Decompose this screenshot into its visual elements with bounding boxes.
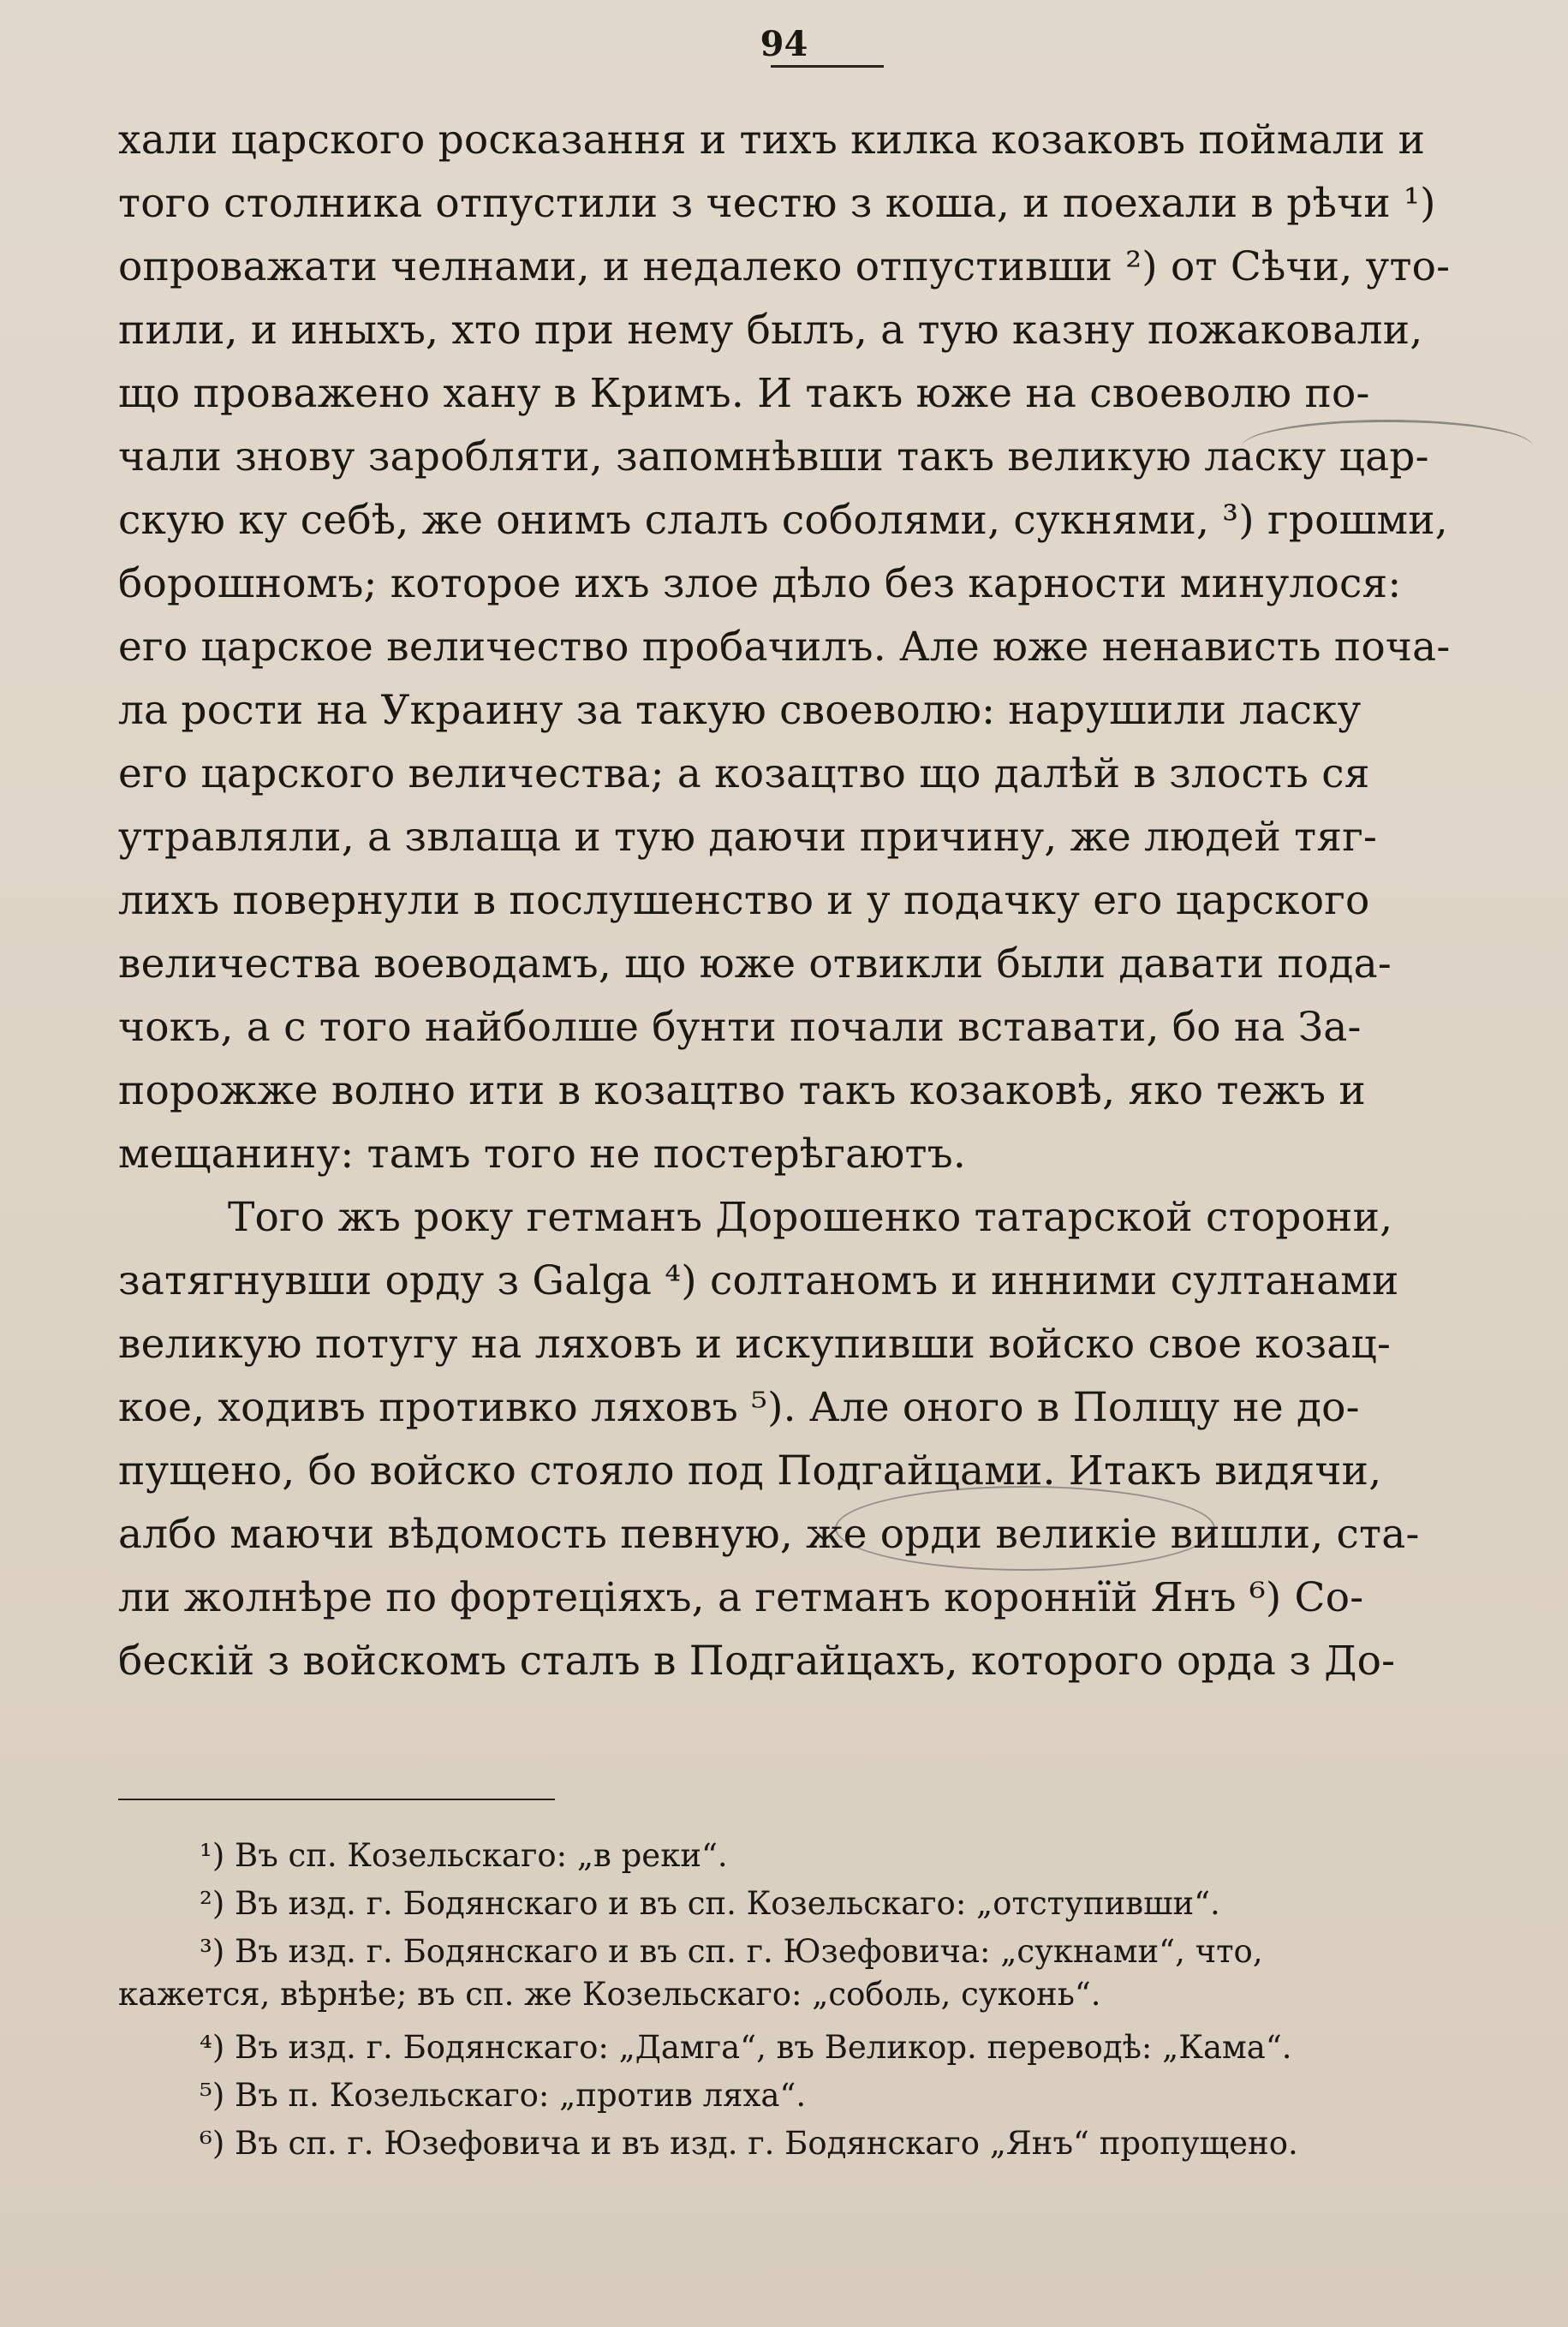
footnote: ²) Въ изд. г. Бодянскаго и въ сп. Козельскаго: „отступивши“. — [200, 1885, 1220, 1922]
footnote: ⁶) Въ сп. г. Юзефовича и въ изд. г. Бодянскаго „Янъ“ пропущено. — [200, 2125, 1298, 2162]
page-number-rule — [771, 65, 884, 68]
footnote: ⁵) Въ п. Козельскаго: „против ляха“. — [200, 2077, 807, 2114]
footnote-rule — [118, 1799, 555, 1800]
text-line: ла рости на Украину за такую своеволю: нарушили ласку — [118, 687, 1362, 734]
text-line: Того жъ року гетманъ Дорошенко татарской сторони, — [228, 1194, 1393, 1241]
text-line: кое, ходивъ противко ляховъ ⁵). Але оного в Полщу не до- — [118, 1384, 1360, 1431]
text-line: опроважати челнами, и недалеко отпустивши ²) от Сѣчи, уто- — [118, 243, 1451, 290]
footnote-continuation: кажется, вѣрнѣе; въ сп. же Козельскаго: „соболь, суконь“. — [118, 1976, 1101, 2013]
footnote: ¹) Въ сп. Козельскаго: „в реки“. — [200, 1837, 728, 1874]
text-line: порожже волно ити в козацтво такъ козаковѣ, яко тежъ и — [118, 1067, 1366, 1114]
footnote: ³) Въ изд. г. Бодянскаго и въ сп. г. Юзефовича: „сукнами“, что, — [200, 1933, 1263, 1970]
text-line: того столника отпустили з честю з коша, и поехали в рѣчи ¹) — [118, 180, 1436, 227]
text-line: пили, и иныхъ, хто при нему былъ, а тую казну пожаковали, — [118, 307, 1423, 354]
text-line: ли жолнѣре по фортеціяхъ, а гетманъ короннїй Янъ ⁶) Со- — [118, 1574, 1364, 1621]
text-line: лихъ повернули в послушенство и у подачку его царского — [118, 877, 1370, 924]
text-line: борошномъ; которое ихъ злое дѣло без карности минулося: — [118, 560, 1402, 607]
text-line: его царское величество пробачилъ. Але юже ненависть поча- — [118, 624, 1451, 671]
text-line: хали царского росказання и тихъ килка козаковъ поймали и — [118, 116, 1426, 164]
text-line: пущено, бо войско стояло под Подгайцами. Итакъ видячи, — [118, 1447, 1382, 1495]
text-line: албо маючи вѣдомость певную, же орди великіе вишли, ста- — [118, 1511, 1420, 1558]
text-line: чали знову заробляти, запомнѣвши такъ великую ласку цар- — [118, 433, 1429, 480]
footnote: ⁴) Въ изд. г. Бодянскаго: „Дамга“, въ Великор. переводѣ: „Кама“. — [200, 2029, 1292, 2066]
text-line: затягнувши орду з Galga ⁴) солтаномъ и инними султанами — [118, 1257, 1399, 1304]
page-number: 94 — [760, 24, 808, 64]
text-line: утравляли, а звлаща и тую даючи причину, же людей тяг- — [118, 814, 1378, 861]
text-line: чокъ, а с того найболше бунти почали вставати, бо на За- — [118, 1004, 1362, 1051]
text-line: мещанину: тамъ того не постерѣгаютъ. — [118, 1131, 966, 1178]
text-line: величества воеводамъ, що юже отвикли были давати пода- — [118, 940, 1392, 987]
text-line: що проважено хану в Кримъ. И такъ юже на своеволю по- — [118, 370, 1370, 417]
text-line: великую потугу на ляховъ и искупивши войско свое козац- — [118, 1321, 1392, 1368]
text-line: скую ку себѣ, же онимъ слалъ соболями, сукнями, ³) грошми, — [118, 497, 1448, 544]
text-line: его царского величества; а козацтво що далѣй в злость ся — [118, 750, 1370, 797]
text-line: бескій з войскомъ сталъ в Подгайцахъ, которого орда з До- — [118, 1638, 1396, 1685]
